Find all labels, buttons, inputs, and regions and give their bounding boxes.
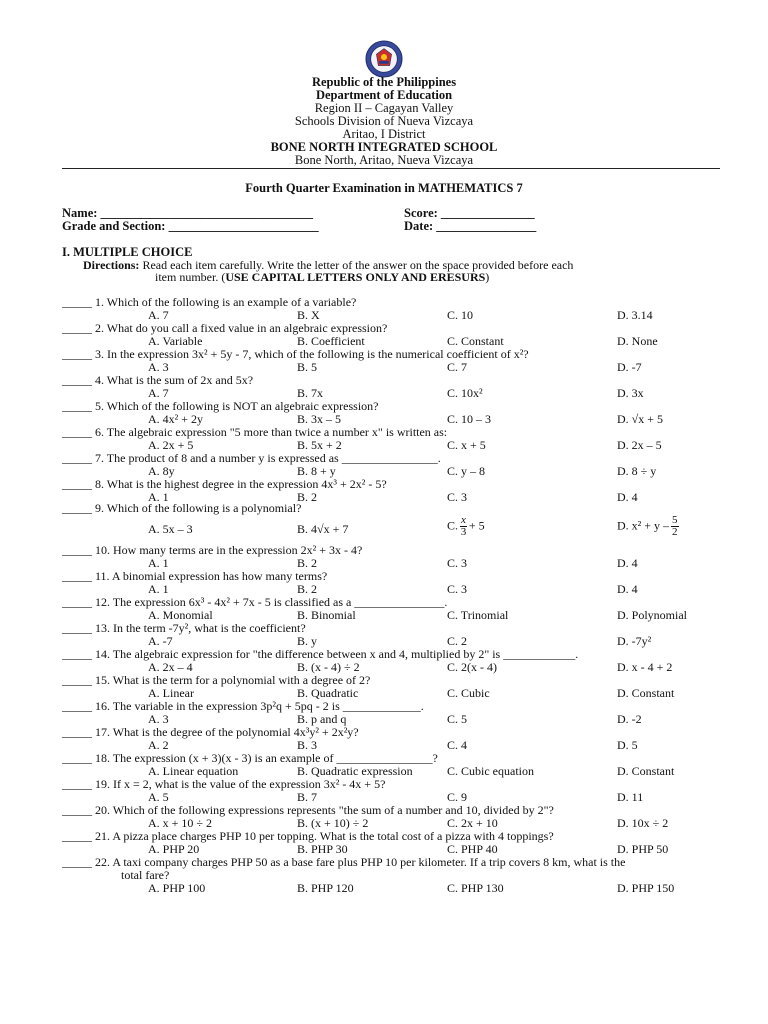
date-field[interactable]: Date: ________________	[404, 219, 537, 233]
choice-b: B. 2	[297, 556, 318, 570]
choice-c	[447, 557, 467, 570]
choice-c-label: C. 9	[447, 790, 468, 804]
fraction-denominator: 3	[460, 526, 467, 538]
choice-d-label: D. PHP 50	[617, 842, 669, 856]
choice-d-label: D. Constant	[617, 686, 675, 700]
choice-d-label: D. Polynomial	[617, 608, 688, 622]
choice-c	[447, 413, 491, 426]
choice-d	[617, 465, 656, 478]
choice-b: B. 3	[297, 738, 318, 752]
choice-c-label: C. x + 5	[447, 438, 486, 452]
question-stem: _____ 4. What is the sum of 2x and 5x?	[62, 373, 254, 387]
choice-c-label: C. 3	[447, 556, 468, 570]
choice-c	[447, 387, 483, 400]
choice-a: A. -7	[148, 634, 173, 648]
choice-b: B. 7	[297, 790, 318, 804]
choice-c-label: C. 10 – 3	[447, 412, 492, 426]
header-district: Aritao, I District	[342, 127, 426, 141]
choice-c-label: C. 7	[447, 360, 468, 374]
choice-d-label: D. 4	[617, 490, 638, 504]
choice-d-label: D. x - 4 + 2	[617, 660, 673, 674]
choice-a: A. 5	[148, 790, 169, 804]
choice-a: A. Linear	[148, 686, 194, 700]
choice-a: A. 5x – 3	[148, 522, 193, 536]
fraction	[460, 515, 467, 538]
choice-b: B. 4√x + 7	[297, 522, 349, 536]
fraction-numerator: x	[461, 514, 466, 526]
question-stem: _____ 2. What do you call a fixed value in an algebraic expression?	[62, 321, 388, 335]
directions-line-2	[155, 270, 489, 285]
choice-a: A. 2	[148, 738, 169, 752]
choice-d-label: D. 2x – 5	[617, 438, 662, 452]
choice-c	[447, 361, 467, 374]
choice-b: B. y	[297, 634, 318, 648]
choice-d	[617, 515, 681, 538]
choice-c	[447, 335, 504, 348]
choice-d	[617, 687, 674, 700]
choice-b: B. (x - 4) ÷ 2	[297, 660, 360, 674]
question-stem: _____ 13. In the term -7y², what is the coefficient?	[62, 621, 306, 635]
choice-c	[447, 765, 534, 778]
fraction-denominator: 2	[672, 526, 678, 538]
question-stem: _____ 1. Which of the following is an example of a variable?	[62, 295, 357, 309]
choice-c	[447, 687, 490, 700]
question-stem: _____ 7. The product of 8 and a number y is expressed as ________________.	[62, 451, 441, 465]
question-stem-continued: total fare?	[121, 868, 170, 882]
directions-emphasis: USE CAPITAL LETTERS ONLY AND ERESURS	[225, 270, 486, 284]
choice-a: A. 2x + 5	[148, 438, 194, 452]
choice-b: B. PHP 120	[297, 881, 354, 895]
choice-a: A. 1	[148, 490, 169, 504]
choice-b: B. PHP 30	[297, 842, 348, 856]
header-republic: Republic of the Philippines	[311, 75, 457, 89]
choice-b: B. Quadratic	[297, 686, 359, 700]
choice-d	[617, 609, 687, 622]
header-department: Department of Education	[315, 88, 453, 102]
choice-d-label: D. PHP 150	[617, 881, 675, 895]
choice-b: B. 3x – 5	[297, 412, 342, 426]
choice-d	[617, 583, 638, 596]
grade-section-field[interactable]: Grade and Section: ________________________	[62, 219, 319, 233]
choice-c	[447, 817, 498, 830]
choice-d	[617, 335, 658, 348]
choice-d	[617, 843, 668, 856]
choice-d	[617, 309, 653, 322]
question-stem: _____ 19. If x = 2, what is the value of the expression 3x² - 4x + 5?	[62, 777, 386, 791]
choice-a: A. 8y	[148, 464, 175, 478]
exam-title: Fourth Quarter Examination in MATHEMATICS 7	[245, 181, 523, 195]
choice-c-label: C. Cubic	[447, 686, 490, 700]
choice-a: A. 1	[148, 582, 169, 596]
choice-c-label: C. PHP 40	[447, 842, 498, 856]
choice-d-label: D. -7y²	[617, 634, 652, 648]
choice-c	[447, 583, 467, 596]
choice-c-label: C.	[447, 518, 459, 533]
choice-d	[617, 817, 668, 830]
choice-b: B. 8 + y	[297, 464, 336, 478]
question-stem: _____ 14. The algebraic expression for "the difference between x and 4, multiplied by 2" is ____________.	[62, 647, 579, 661]
choice-d	[617, 361, 642, 374]
choice-d-label: D. None	[617, 334, 658, 348]
header-division: Schools Division of Nueva Vizcaya	[294, 114, 474, 128]
choice-d	[617, 439, 662, 452]
choice-c	[447, 465, 485, 478]
choice-d-label: D. -2	[617, 712, 642, 726]
choice-d-label: D. 4	[617, 582, 638, 596]
choice-d	[617, 413, 663, 426]
choice-c-label: C. 2x + 10	[447, 816, 498, 830]
choice-c-label: C. 4	[447, 738, 468, 752]
name-field[interactable]: Name: __________________________________	[62, 206, 314, 220]
choice-d	[617, 635, 651, 648]
choice-a: A. 1	[148, 556, 169, 570]
directions-end: )	[485, 270, 490, 284]
question-stem: _____ 16. The variable in the expression 3p²q + 5pq - 2 is _____________.	[62, 699, 424, 713]
choice-c-label: C. 3	[447, 490, 468, 504]
choice-c	[447, 515, 485, 538]
choice-d-label: D. 10x ÷ 2	[617, 816, 669, 830]
choice-d	[617, 765, 674, 778]
choice-c	[447, 791, 467, 804]
question-stem: _____ 5. Which of the following is NOT an algebraic expression?	[62, 399, 379, 413]
question-stem: _____ 3. In the expression 3x² + 5y - 7, which of the following is the numerical coefficient of x²?	[62, 347, 529, 361]
choice-a: A. 3	[148, 360, 169, 374]
choice-d-label: D. 3.14	[617, 308, 653, 322]
choice-d	[617, 661, 672, 674]
question-stem: _____ 15. What is the term for a polynomial with a degree of 2?	[62, 673, 371, 687]
question-stem: _____ 8. What is the highest degree in the expression 4x³ + 2x² - 5?	[62, 477, 387, 491]
choice-d-label: D. 8 ÷ y	[617, 464, 657, 478]
choice-c-tail: + 5	[468, 518, 485, 533]
choice-b: B. Binomial	[297, 608, 356, 622]
choice-b: B. p and q	[297, 712, 347, 726]
choice-d	[617, 713, 642, 726]
header-address: Bone North, Aritao, Nueva Vizcaya	[294, 153, 474, 167]
choice-c	[447, 661, 497, 674]
section-heading: I. MULTIPLE CHOICE	[62, 245, 193, 259]
choice-c	[447, 309, 473, 322]
header-region: Region II – Cagayan Valley	[314, 101, 454, 115]
fraction	[671, 515, 679, 538]
directions-text: Read each item carefully. Write the letter of the answer on the space provided before each	[139, 258, 574, 272]
choice-c-label: C. Cubic equation	[447, 764, 534, 778]
choice-a: A. Variable	[148, 334, 203, 348]
choice-b: B. 2	[297, 582, 318, 596]
question-stem: _____ 22. A taxi company charges PHP 50 as a base fare plus PHP 10 per kilometer. If a trip covers 8 km, what is the	[62, 855, 626, 869]
choice-a: A. 7	[148, 308, 169, 322]
choice-c-label: C. 3	[447, 582, 468, 596]
choice-c-label: C. y – 8	[447, 464, 486, 478]
choice-b: B. 5	[297, 360, 318, 374]
choice-c-label: C. 5	[447, 712, 468, 726]
choice-c	[447, 609, 508, 622]
choice-d	[617, 387, 644, 400]
fraction-numerator: 5	[672, 514, 678, 526]
choice-c-label: C. Constant	[447, 334, 504, 348]
choice-c	[447, 739, 467, 752]
question-stem: _____ 20. Which of the following expressions represents "the sum of a number and 10, divided by 2"?	[62, 803, 554, 817]
choice-b: B. Coefficient	[297, 334, 365, 348]
choice-d-label: D. x² + y –	[617, 518, 670, 533]
choice-c	[447, 635, 467, 648]
choice-c	[447, 713, 467, 726]
choice-d	[617, 882, 674, 895]
choice-c-label: C. 2(x - 4)	[447, 660, 497, 674]
choice-b: B. 7x	[297, 386, 324, 400]
choice-a: A. 7	[148, 386, 169, 400]
choice-d-label: D. √x + 5	[617, 412, 664, 426]
question-stem: _____ 9. Which of the following is a polynomial?	[62, 501, 302, 515]
choice-d	[617, 739, 638, 752]
choice-b: B. 5x + 2	[297, 438, 342, 452]
header-school: BONE NORTH INTEGRATED SCHOOL	[270, 140, 498, 154]
choice-b: B. (x + 10) ÷ 2	[297, 816, 369, 830]
choice-a: A. PHP 20	[148, 842, 200, 856]
choice-c	[447, 439, 486, 452]
choice-a: A. Linear equation	[148, 764, 239, 778]
choice-c-label: C. Trinomial	[447, 608, 509, 622]
choice-d-label: D. 5	[617, 738, 638, 752]
choice-d	[617, 491, 638, 504]
deped-seal-icon	[365, 40, 403, 78]
choice-d-label: D. -7	[617, 360, 642, 374]
directions-label: Directions:	[83, 258, 140, 272]
choice-c-label: C. 10x²	[447, 386, 483, 400]
choice-c	[447, 491, 467, 504]
header-rule	[62, 168, 720, 169]
question-stem: _____ 10. How many terms are in the expression 2x² + 3x - 4?	[62, 543, 363, 557]
question-stem: _____ 21. A pizza place charges PHP 10 per topping. What is the total cost of a pizza with 4 toppings?	[62, 829, 554, 843]
question-stem: _____ 17. What is the degree of the polynomial 4x³y² + 2x²y?	[62, 725, 359, 739]
choice-c-label: C. 10	[447, 308, 474, 322]
question-stem: _____ 18. The expression (x + 3)(x - 3) is an example of ________________?	[62, 751, 438, 765]
choice-a: A. 2x – 4	[148, 660, 193, 674]
choice-d-label: D. 3x	[617, 386, 644, 400]
choice-d	[617, 791, 643, 804]
choice-c-label: C. 2	[447, 634, 468, 648]
question-stem: _____ 6. The algebraic expression "5 more than twice a number x" is written as:	[62, 425, 448, 439]
choice-b: B. 2	[297, 490, 318, 504]
choice-d-label: D. 4	[617, 556, 638, 570]
choice-c-label: C. PHP 130	[447, 881, 504, 895]
choice-a: A. x + 10 ÷ 2	[148, 816, 213, 830]
score-field[interactable]: Score: _______________	[404, 206, 535, 220]
choice-c	[447, 843, 498, 856]
choice-c	[447, 882, 504, 895]
choice-a: A. 4x² + 2y	[148, 412, 204, 426]
question-stem: _____ 11. A binomial expression has how many terms?	[62, 569, 328, 583]
question-stem: _____ 12. The expression 6x³ - 4x² + 7x - 5 is classified as a _______________.	[62, 595, 448, 609]
choice-d	[617, 557, 638, 570]
choice-d-label: D. Constant	[617, 764, 675, 778]
choice-d-label: D. 11	[617, 790, 644, 804]
choice-b: B. X	[297, 308, 320, 322]
choice-a: A. 3	[148, 712, 169, 726]
choice-b: B. Quadratic expression	[297, 764, 413, 778]
directions-line2: item number. (	[155, 270, 226, 284]
choice-a: A. PHP 100	[148, 881, 206, 895]
choice-a: A. Monomial	[148, 608, 213, 622]
